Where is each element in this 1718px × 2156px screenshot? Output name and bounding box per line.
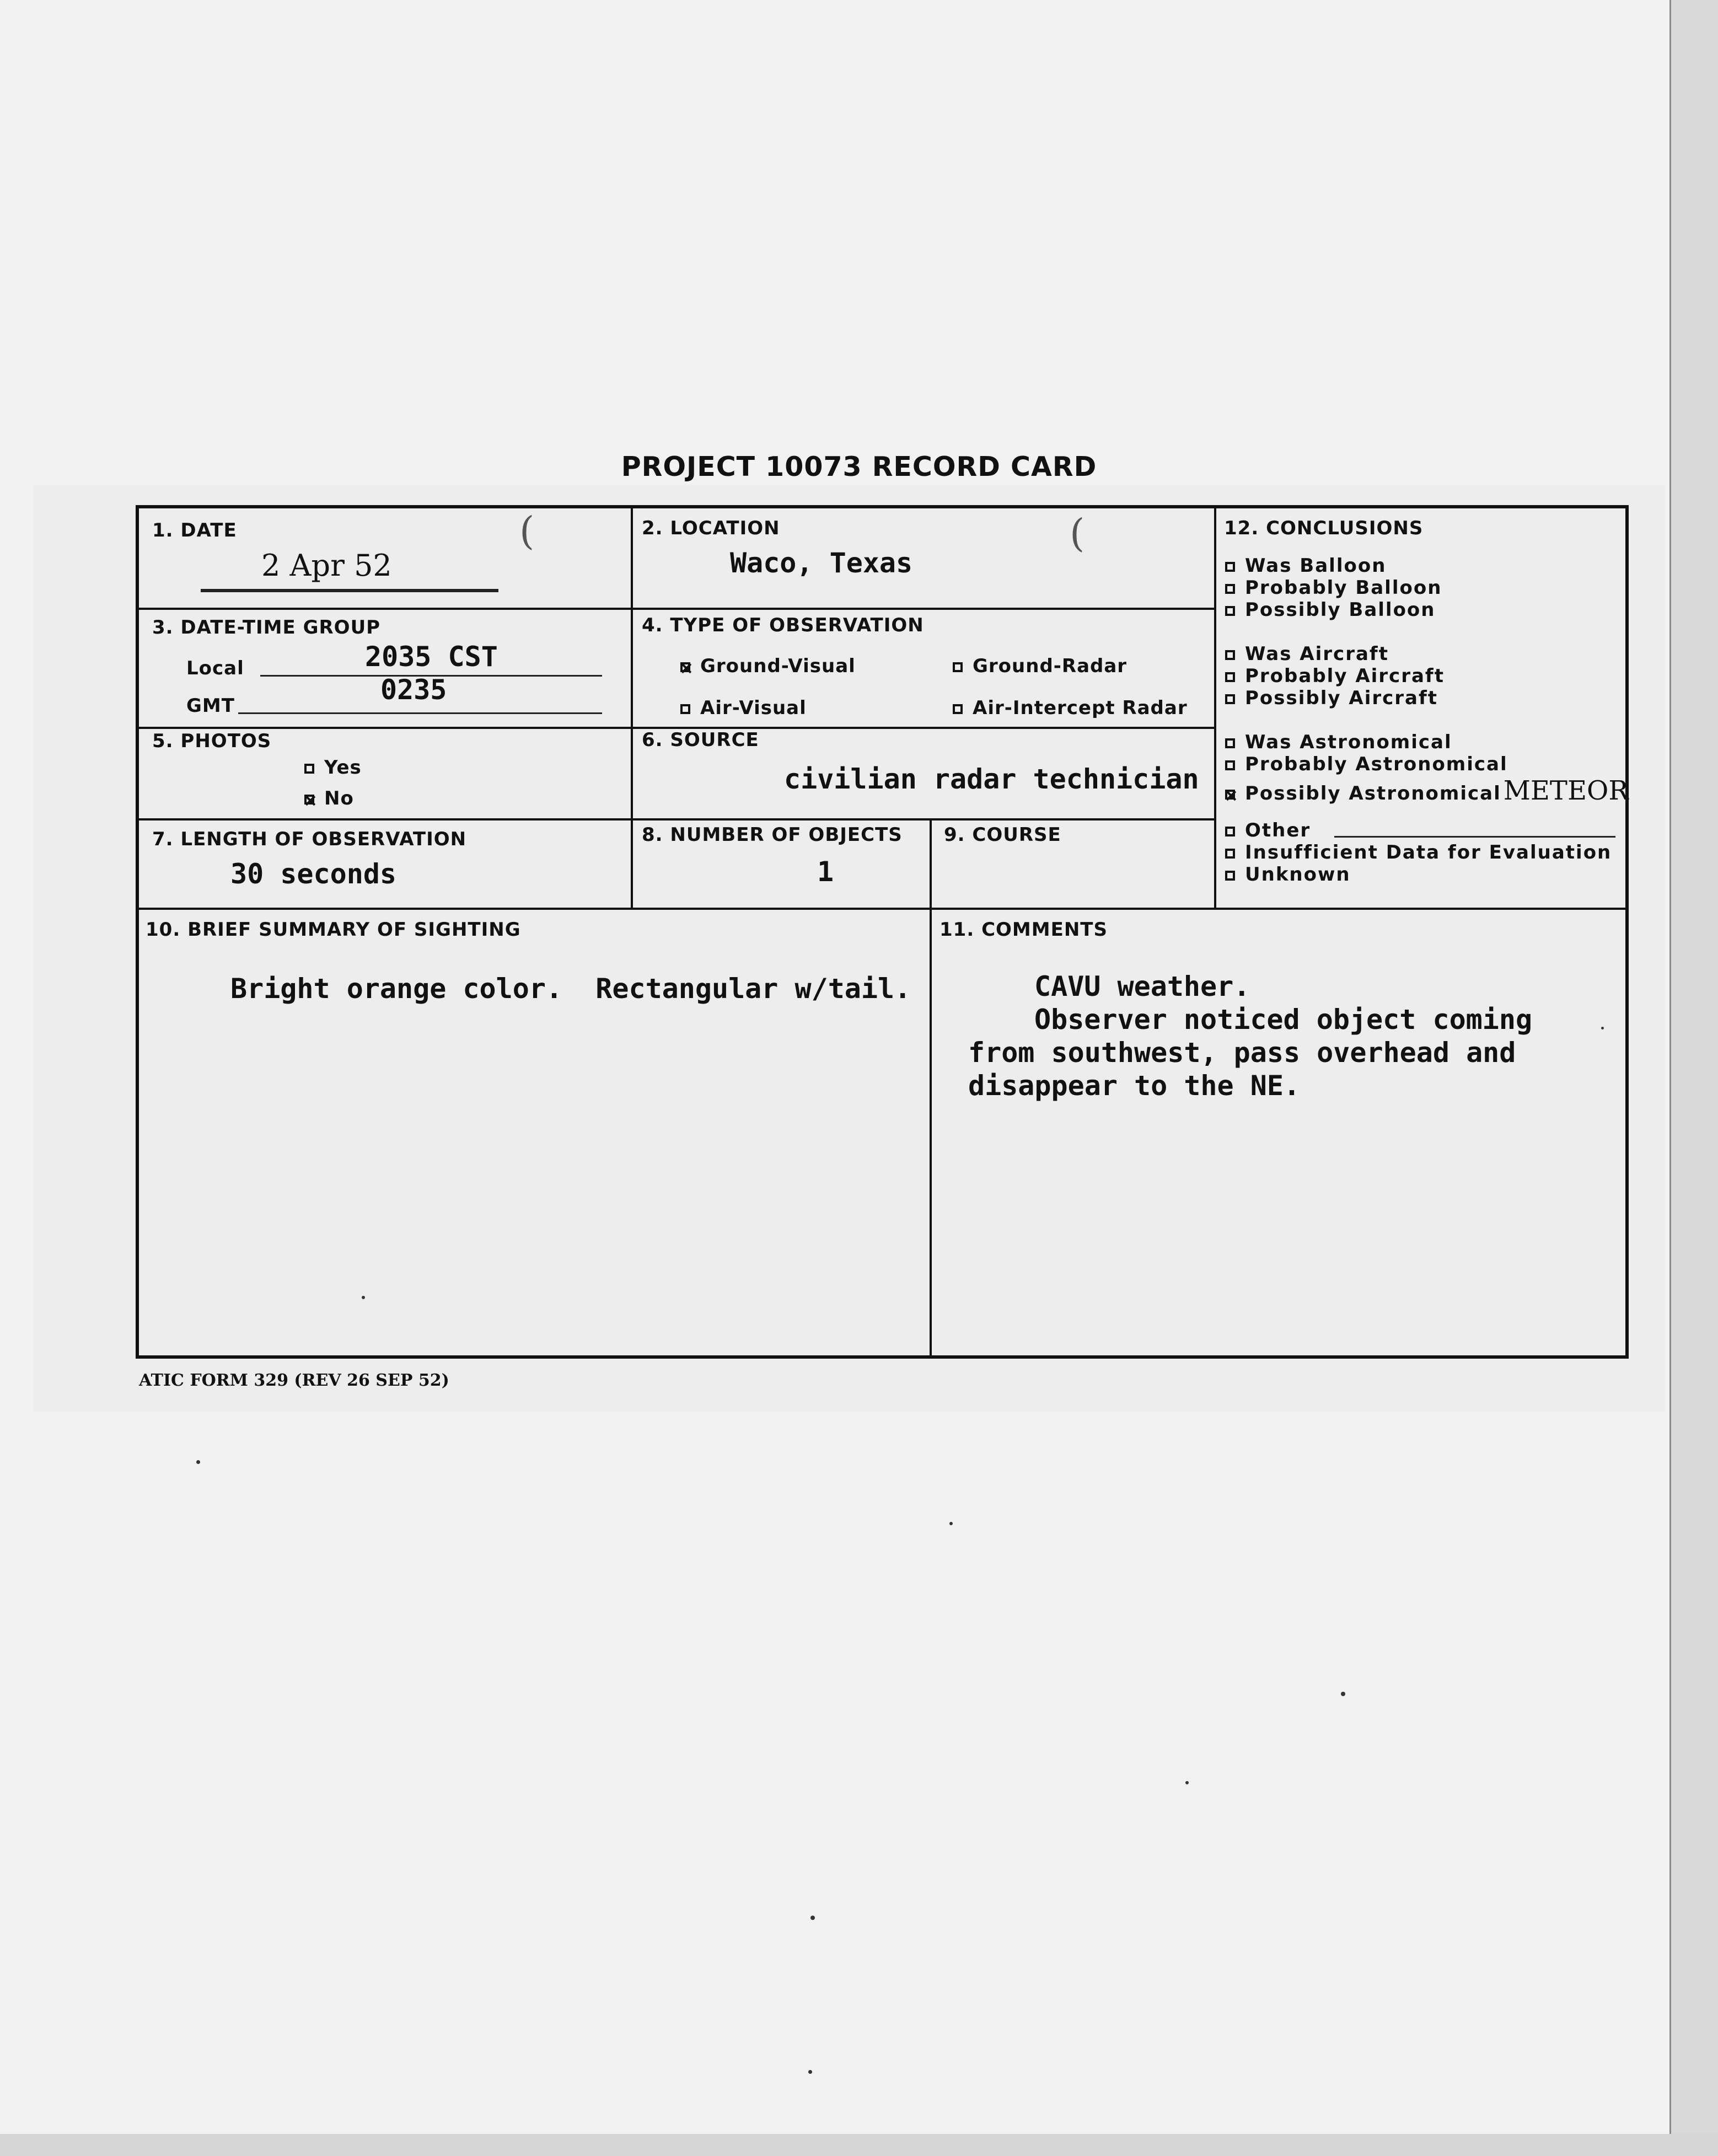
conclusion-item: Other — [1225, 819, 1311, 841]
mark-paren: ( — [519, 508, 535, 554]
photos-label: 5. PHOTOS — [152, 730, 272, 752]
divider-bottom — [930, 910, 932, 1359]
checkbox-icon — [304, 764, 314, 774]
checkbox-icon — [1225, 827, 1235, 836]
conclusion-annotation: METEOR — [1503, 775, 1629, 806]
photos-yes-option: Yes — [304, 757, 362, 779]
conclusion-item: Was Aircraft — [1225, 643, 1389, 665]
length-label: 7. LENGTH OF OBSERVATION — [152, 828, 467, 850]
divider-col2 — [1214, 508, 1216, 910]
local-value: 2035 CST — [365, 641, 498, 673]
type-option-ground-radar: Ground-Radar — [953, 655, 1127, 677]
type-obs-label: 4. TYPE OF OBSERVATION — [642, 614, 924, 636]
summary-label: 10. BRIEF SUMMARY OF SIGHTING — [146, 919, 521, 941]
checked-box-icon — [1225, 790, 1235, 800]
checkbox-icon — [1225, 584, 1235, 594]
scan-speck — [949, 1522, 953, 1525]
checkbox-icon — [1225, 694, 1235, 704]
type-option-ground-visual: Ground-Visual — [680, 655, 856, 677]
checkbox-icon — [1225, 672, 1235, 682]
location-label: 2. LOCATION — [642, 517, 780, 539]
checkbox-icon — [1225, 871, 1235, 881]
source-value: civilian radar technician — [784, 763, 1199, 795]
other-underline — [1334, 836, 1615, 838]
scan-speck — [1601, 1027, 1604, 1029]
page-edge-shadow — [1671, 0, 1718, 2156]
conclusion-item: Probably Aircraft — [1225, 665, 1445, 687]
summary-value: Bright orange color. Rectangular w/tail. — [230, 973, 911, 1005]
scan-speck — [362, 1296, 365, 1299]
page-bottom-edge — [0, 2134, 1718, 2156]
record-card — [136, 505, 1629, 1359]
course-label: 9. COURSE — [944, 824, 1061, 846]
num-objects-label: 8. NUMBER OF OBJECTS — [642, 824, 903, 846]
checked-box-icon — [680, 662, 690, 672]
divider-col1 — [631, 508, 633, 908]
row-line-4 — [139, 908, 1628, 910]
checkbox-icon — [1225, 849, 1235, 859]
checkbox-icon — [1225, 738, 1235, 748]
comments-label: 11. COMMENTS — [939, 919, 1108, 941]
checkbox-icon — [680, 704, 690, 714]
form-title: PROJECT 10073 RECORD CARD — [621, 451, 1097, 482]
comments-line-1: CAVU weather. — [1034, 970, 1250, 1002]
num-objects-value: 1 — [817, 856, 834, 888]
checkbox-icon — [1225, 562, 1235, 572]
location-value: Waco, Texas — [730, 547, 913, 579]
date-value: 2 Apr 52 — [261, 548, 392, 583]
checkbox-icon — [1225, 760, 1235, 770]
gmt-underline — [238, 712, 602, 714]
local-label: Local — [186, 657, 244, 679]
conclusion-item: Possibly Aircraft — [1225, 687, 1438, 709]
checkbox-icon — [953, 704, 963, 714]
date-underline — [201, 589, 498, 592]
scan-speck — [1341, 1692, 1345, 1696]
photos-no-option: No — [304, 787, 354, 809]
comments-line-2: Observer noticed object coming — [1034, 1004, 1533, 1036]
scan-speck — [1185, 1781, 1189, 1784]
checkbox-icon — [1225, 606, 1235, 616]
gmt-label: GMT — [186, 695, 235, 717]
divider-col-course — [930, 820, 932, 910]
scan-speck — [808, 2070, 812, 2074]
type-option-air-intercept-radar: Air-Intercept Radar — [953, 697, 1188, 719]
checkbox-icon — [1225, 650, 1235, 660]
row-line-1 — [139, 608, 1215, 610]
conclusion-item: Was Astronomical — [1225, 731, 1452, 753]
mark-paren: ( — [1070, 511, 1085, 556]
comments-line-4: disappear to the NE. — [968, 1070, 1301, 1102]
dtg-label: 3. DATE-TIME GROUP — [152, 616, 381, 639]
source-label: 6. SOURCE — [642, 729, 759, 751]
form-number: ATIC FORM 329 (REV 26 SEP 52) — [139, 1371, 449, 1390]
conclusion-item: Probably Astronomical — [1225, 753, 1508, 775]
scan-speck — [810, 1916, 815, 1920]
conclusion-item: Insufficient Data for Evaluation — [1225, 841, 1612, 864]
conclusions-label: 12. CONCLUSIONS — [1224, 517, 1424, 539]
scan-speck — [196, 1460, 200, 1464]
checkbox-icon — [953, 662, 963, 672]
conclusion-item: Probably Balloon — [1225, 577, 1442, 599]
length-value: 30 seconds — [230, 858, 397, 890]
conclusion-item-selected: Possibly AstronomicalMETEOR — [1225, 775, 1628, 806]
checked-box-icon — [304, 795, 314, 805]
conclusion-item: Unknown — [1225, 864, 1351, 886]
comments-line-3: from southwest, pass overhead and — [968, 1037, 1516, 1069]
page-edge-line — [1669, 0, 1671, 2156]
type-option-air-visual: Air-Visual — [680, 697, 807, 719]
conclusion-item: Was Balloon — [1225, 555, 1386, 577]
conclusion-item: Possibly Balloon — [1225, 599, 1436, 621]
gmt-value: 0235 — [380, 674, 447, 706]
row-line-3 — [139, 818, 1215, 820]
date-label: 1. DATE — [152, 519, 237, 541]
